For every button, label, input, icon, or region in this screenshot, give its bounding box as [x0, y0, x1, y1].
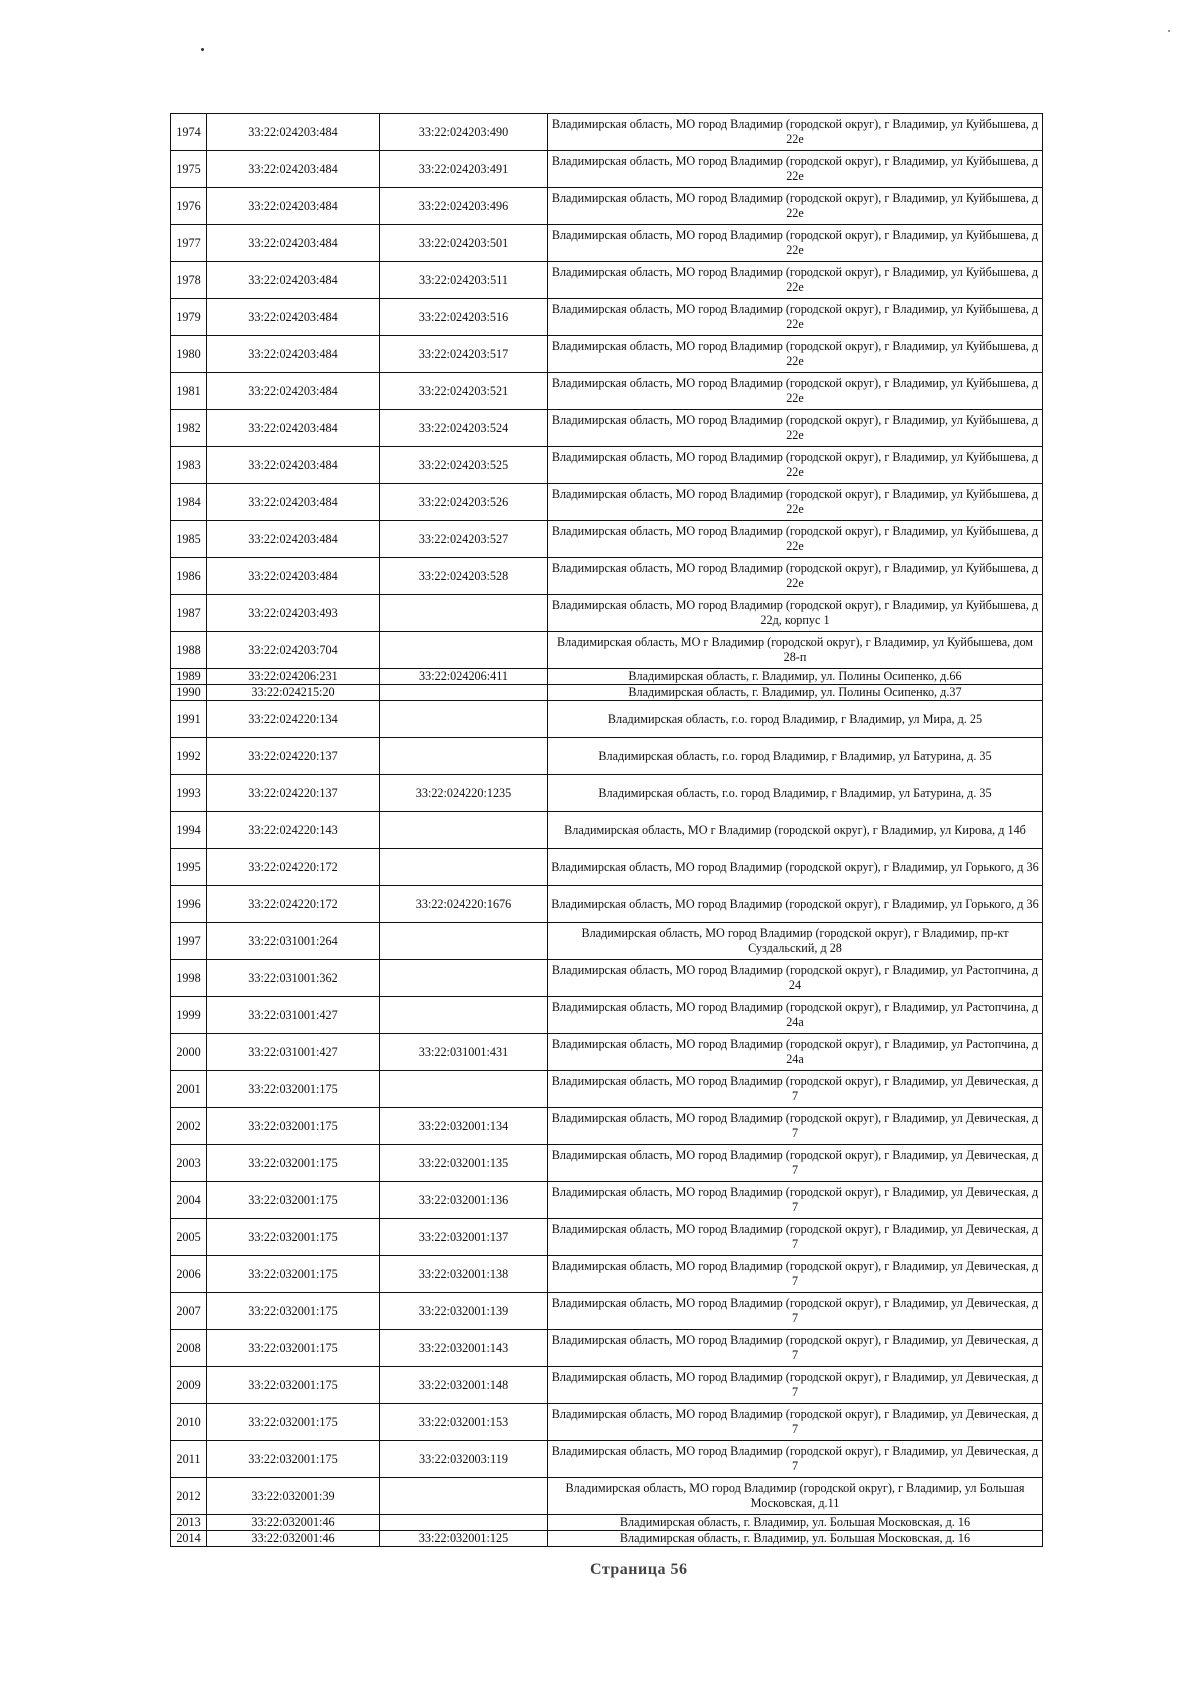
cadastral-number-child — [380, 595, 548, 632]
table-row — [171, 595, 1043, 632]
address-cell: Владимирская область, МО город Владимир (городской округ), г Владимир, ул Куйбышева, д 22е — [548, 558, 1043, 595]
cadastral-number-parent: 33:22:032001:46 — [207, 1515, 380, 1531]
row-number: 2010 — [171, 1404, 207, 1441]
address-cell: Владимирская область, г.о. город Владимир, г Владимир, ул Батурина, д. 35 — [548, 738, 1043, 775]
table-row — [171, 151, 1043, 188]
cadastral-number-parent: 33:22:024203:484 — [207, 336, 380, 373]
cadastral-number-child: 33:22:024206:411 — [380, 669, 548, 685]
table-row — [171, 1071, 1043, 1108]
cadastral-number-child — [380, 1478, 548, 1515]
table-row — [171, 225, 1043, 262]
table-row — [171, 484, 1043, 521]
cadastral-number-child: 33:22:032001:153 — [380, 1404, 548, 1441]
address-cell: Владимирская область, МО город Владимир (городской округ), г Владимир, ул Девическая, д 7 — [548, 1182, 1043, 1219]
cadastral-number-parent: 33:22:032001:175 — [207, 1367, 380, 1404]
table-row — [171, 1478, 1043, 1515]
cadastral-number-parent: 33:22:032001:175 — [207, 1404, 380, 1441]
row-number: 1985 — [171, 521, 207, 558]
address-cell: Владимирская область, МО город Владимир (городской округ), г Владимир, ул Куйбышева, д 22е — [548, 484, 1043, 521]
address-cell: Владимирская область, МО город Владимир (городской округ), г Владимир, ул Куйбышева, д 22е — [548, 410, 1043, 447]
table-row — [171, 1293, 1043, 1330]
table-row — [171, 632, 1043, 669]
cadastral-number-parent: 33:22:032001:175 — [207, 1330, 380, 1367]
address-cell: Владимирская область, МО город Владимир (городской округ), г Владимир, ул Девическая, д 7 — [548, 1293, 1043, 1330]
table-row — [171, 849, 1043, 886]
table-row — [171, 114, 1043, 151]
cadastral-number-parent: 33:22:024203:493 — [207, 595, 380, 632]
table-row — [171, 886, 1043, 923]
table-row — [171, 775, 1043, 812]
cadastral-number-parent: 33:22:024203:484 — [207, 410, 380, 447]
table-row — [171, 923, 1043, 960]
cadastral-number-child — [380, 997, 548, 1034]
cadastral-number-parent: 33:22:031001:427 — [207, 997, 380, 1034]
cadastral-number-parent: 33:22:032001:175 — [207, 1441, 380, 1478]
cadastral-number-child: 33:22:031001:431 — [380, 1034, 548, 1071]
table-row — [171, 410, 1043, 447]
cadastral-number-parent: 33:22:024203:484 — [207, 262, 380, 299]
cadastral-number-child — [380, 960, 548, 997]
cadastral-number-child — [380, 849, 548, 886]
cadastral-number-parent: 33:22:032001:46 — [207, 1531, 380, 1547]
cadastral-number-child — [380, 923, 548, 960]
cadastral-number-child: 33:22:024203:517 — [380, 336, 548, 373]
cadastral-number-parent: 33:22:032001:175 — [207, 1108, 380, 1145]
row-number: 2013 — [171, 1515, 207, 1531]
table-row — [171, 738, 1043, 775]
table-row — [171, 701, 1043, 738]
cadastral-number-parent: 33:22:024220:137 — [207, 738, 380, 775]
table-row — [171, 997, 1043, 1034]
cadastral-number-parent: 33:22:024220:172 — [207, 849, 380, 886]
cadastral-number-child: 33:22:024203:491 — [380, 151, 548, 188]
address-cell: Владимирская область, МО город Владимир (городской округ), г Владимир, ул Девическая, д 7 — [548, 1108, 1043, 1145]
cadastral-number-parent: 33:22:024203:484 — [207, 188, 380, 225]
table-row — [171, 521, 1043, 558]
address-cell: Владимирская область, МО город Владимир (городской округ), г Владимир, ул Куйбышева, д 22е — [548, 225, 1043, 262]
table-row — [171, 1182, 1043, 1219]
address-cell: Владимирская область, МО г Владимир (городской округ), г Владимир, ул Куйбышева, дом 28-п — [548, 632, 1043, 669]
cadastral-number-parent: 33:22:024203:484 — [207, 225, 380, 262]
cadastral-number-child — [380, 632, 548, 669]
cadastral-number-child — [380, 685, 548, 701]
table-row — [171, 447, 1043, 484]
address-cell: Владимирская область, МО город Владимир (городской округ), г Владимир, ул Девическая, д 7 — [548, 1441, 1043, 1478]
row-number: 1981 — [171, 373, 207, 410]
cadastral-number-parent: 33:22:024203:484 — [207, 558, 380, 595]
address-cell: Владимирская область, г. Владимир, ул. Большая Московская, д. 16 — [548, 1531, 1043, 1547]
cadastral-number-child: 33:22:024220:1235 — [380, 775, 548, 812]
table-row — [171, 1367, 1043, 1404]
cadastral-number-parent: 33:22:031001:427 — [207, 1034, 380, 1071]
row-number: 1980 — [171, 336, 207, 373]
row-number: 1995 — [171, 849, 207, 886]
table-row — [171, 1108, 1043, 1145]
address-cell: Владимирская область, МО город Владимир (городской округ), г Владимир, ул Девическая, д 7 — [548, 1219, 1043, 1256]
row-number: 1999 — [171, 997, 207, 1034]
row-number: 2002 — [171, 1108, 207, 1145]
cadastral-number-child: 33:22:024203:525 — [380, 447, 548, 484]
address-cell: Владимирская область, МО город Владимир (городской округ), г Владимир, пр-кт Суздальский, д 28 — [548, 923, 1043, 960]
row-number: 2000 — [171, 1034, 207, 1071]
row-number: 1986 — [171, 558, 207, 595]
row-number: 1976 — [171, 188, 207, 225]
table-row — [171, 1515, 1043, 1531]
row-number: 1991 — [171, 701, 207, 738]
cadastral-number-child: 33:22:024203:528 — [380, 558, 548, 595]
row-number: 1993 — [171, 775, 207, 812]
address-cell: Владимирская область, г. Владимир, ул. Полины Осипенко, д.37 — [548, 685, 1043, 701]
row-number: 1982 — [171, 410, 207, 447]
cadastral-number-parent: 33:22:024203:484 — [207, 299, 380, 336]
cadastral-number-child: 33:22:032001:137 — [380, 1219, 548, 1256]
cadastral-number-child: 33:22:032001:135 — [380, 1145, 548, 1182]
row-number: 1977 — [171, 225, 207, 262]
row-number: 1996 — [171, 886, 207, 923]
table-row — [171, 812, 1043, 849]
address-cell: Владимирская область, МО город Владимир (городской округ), г Владимир, ул Большая Московская, д.11 — [548, 1478, 1043, 1515]
address-cell: Владимирская область, МО город Владимир (городской округ), г Владимир, ул Куйбышева, д 22е — [548, 336, 1043, 373]
address-cell: Владимирская область, МО г Владимир (городской округ), г Владимир, ул Кирова, д 14б — [548, 812, 1043, 849]
address-cell: Владимирская область, МО город Владимир (городской округ), г Владимир, ул Куйбышева, д 22е — [548, 262, 1043, 299]
cadastral-number-parent: 33:22:024203:484 — [207, 484, 380, 521]
row-number: 1978 — [171, 262, 207, 299]
cadastral-number-parent: 33:22:024203:484 — [207, 151, 380, 188]
cadastral-number-child: 33:22:024203:511 — [380, 262, 548, 299]
cadastral-number-child — [380, 701, 548, 738]
row-number: 1979 — [171, 299, 207, 336]
table-row — [171, 1219, 1043, 1256]
row-number: 1990 — [171, 685, 207, 701]
cadastral-number-parent: 33:22:024203:484 — [207, 447, 380, 484]
row-number: 1994 — [171, 812, 207, 849]
cadastral-number-child — [380, 738, 548, 775]
row-number: 2009 — [171, 1367, 207, 1404]
table-row — [171, 960, 1043, 997]
table-row — [171, 1441, 1043, 1478]
address-cell: Владимирская область, МО город Владимир (городской округ), г Владимир, ул Девическая, д 7 — [548, 1367, 1043, 1404]
table-row — [171, 262, 1043, 299]
table-row — [171, 1034, 1043, 1071]
cadastral-number-parent: 33:22:032001:175 — [207, 1219, 380, 1256]
cadastral-number-parent: 33:22:032001:175 — [207, 1182, 380, 1219]
row-number: 1984 — [171, 484, 207, 521]
row-number: 1988 — [171, 632, 207, 669]
table-row — [171, 669, 1043, 685]
row-number: 1998 — [171, 960, 207, 997]
cadastral-number-parent: 33:22:024215:20 — [207, 685, 380, 701]
scan-speck — [1168, 30, 1170, 32]
address-cell: Владимирская область, МО город Владимир (городской округ), г Владимир, ул Горького, д 36 — [548, 849, 1043, 886]
cadastral-number-child: 33:22:024203:526 — [380, 484, 548, 521]
address-cell: Владимирская область, МО город Владимир (городской округ), г Владимир, ул Растопчина, д 24а — [548, 997, 1043, 1034]
row-number: 2006 — [171, 1256, 207, 1293]
scan-speck — [201, 48, 204, 51]
cadastral-number-child: 33:22:024203:527 — [380, 521, 548, 558]
address-cell: Владимирская область, г. Владимир, ул. Большая Московская, д. 16 — [548, 1515, 1043, 1531]
cadastral-number-parent: 33:22:032001:175 — [207, 1293, 380, 1330]
cadastral-number-child: 33:22:032001:136 — [380, 1182, 548, 1219]
row-number: 1987 — [171, 595, 207, 632]
address-cell: Владимирская область, МО город Владимир (городской округ), г Владимир, ул Куйбышева, д 22е — [548, 521, 1043, 558]
cadastral-number-child: 33:22:032001:134 — [380, 1108, 548, 1145]
cadastral-number-parent: 33:22:024203:704 — [207, 632, 380, 669]
cadastral-number-parent: 33:22:024220:143 — [207, 812, 380, 849]
cadastral-number-child: 33:22:032001:125 — [380, 1531, 548, 1547]
row-number: 1992 — [171, 738, 207, 775]
table-row — [171, 336, 1043, 373]
cadastral-table — [170, 113, 1043, 1547]
cadastral-number-child: 33:22:024203:521 — [380, 373, 548, 410]
address-cell: Владимирская область, МО город Владимир (городской округ), г Владимир, ул Куйбышева, д 22е — [548, 188, 1043, 225]
address-cell: Владимирская область, МО город Владимир (городской округ), г Владимир, ул Девическая, д 7 — [548, 1145, 1043, 1182]
row-number: 1997 — [171, 923, 207, 960]
address-cell: Владимирская область, МО город Владимир (городской округ), г Владимир, ул Куйбышева, д 22е — [548, 151, 1043, 188]
address-cell: Владимирская область, МО город Владимир (городской округ), г Владимир, ул Девическая, д 7 — [548, 1071, 1043, 1108]
address-cell: Владимирская область, г.о. город Владимир, г Владимир, ул Батурина, д. 35 — [548, 775, 1043, 812]
cadastral-number-parent: 33:22:024220:172 — [207, 886, 380, 923]
cadastral-number-parent: 33:22:024206:231 — [207, 669, 380, 685]
address-cell: Владимирская область, МО город Владимир (городской округ), г Владимир, ул Куйбышева, д 22е — [548, 299, 1043, 336]
cadastral-number-child — [380, 1515, 548, 1531]
row-number: 1974 — [171, 114, 207, 151]
row-number: 2004 — [171, 1182, 207, 1219]
cadastral-number-parent: 33:22:024203:484 — [207, 521, 380, 558]
table-row — [171, 1404, 1043, 1441]
cadastral-number-parent: 33:22:031001:362 — [207, 960, 380, 997]
cadastral-number-child: 33:22:032001:139 — [380, 1293, 548, 1330]
table-row — [171, 188, 1043, 225]
table-row — [171, 558, 1043, 595]
table-row — [171, 1531, 1043, 1547]
row-number: 2001 — [171, 1071, 207, 1108]
cadastral-number-child: 33:22:024220:1676 — [380, 886, 548, 923]
address-cell: Владимирская область, МО город Владимир (городской округ), г Владимир, ул Девическая, д 7 — [548, 1256, 1043, 1293]
cadastral-number-parent: 33:22:031001:264 — [207, 923, 380, 960]
address-cell: Владимирская область, МО город Владимир (городской округ), г Владимир, ул Куйбышева, д 22е — [548, 114, 1043, 151]
table-row — [171, 299, 1043, 336]
cadastral-number-child — [380, 1071, 548, 1108]
address-cell: Владимирская область, МО город Владимир (городской округ), г Владимир, ул Растопчина, д 24 — [548, 960, 1043, 997]
address-cell: Владимирская область, МО город Владимир (городской округ), г Владимир, ул Девическая, д 7 — [548, 1330, 1043, 1367]
row-number: 1983 — [171, 447, 207, 484]
cadastral-number-child: 33:22:024203:501 — [380, 225, 548, 262]
address-cell: Владимирская область, г.о. город Владимир, г Владимир, ул Мира, д. 25 — [548, 701, 1043, 738]
cadastral-number-parent: 33:22:032001:39 — [207, 1478, 380, 1515]
address-cell: Владимирская область, МО город Владимир (городской округ), г Владимир, ул Куйбышева, д 22е — [548, 373, 1043, 410]
row-number: 2007 — [171, 1293, 207, 1330]
cadastral-number-child: 33:22:032001:148 — [380, 1367, 548, 1404]
row-number: 2003 — [171, 1145, 207, 1182]
cadastral-number-child — [380, 812, 548, 849]
cadastral-number-parent: 33:22:032001:175 — [207, 1256, 380, 1293]
address-cell: Владимирская область, г. Владимир, ул. Полины Осипенко, д.66 — [548, 669, 1043, 685]
address-cell: Владимирская область, МО город Владимир (городской округ), г Владимир, ул Горького, д 36 — [548, 886, 1043, 923]
table-row — [171, 685, 1043, 701]
cadastral-number-child: 33:22:032003:119 — [380, 1441, 548, 1478]
address-cell: Владимирская область, МО город Владимир (городской округ), г Владимир, ул Куйбышева, д 22д, корпус 1 — [548, 595, 1043, 632]
address-cell: Владимирская область, МО город Владимир (городской округ), г Владимир, ул Растопчина, д 24а — [548, 1034, 1043, 1071]
cadastral-number-parent: 33:22:024220:137 — [207, 775, 380, 812]
table-row — [171, 1256, 1043, 1293]
address-cell: Владимирская область, МО город Владимир (городской округ), г Владимир, ул Девическая, д 7 — [548, 1404, 1043, 1441]
page-footer: Страница 56 — [590, 1561, 688, 1578]
table-row — [171, 1330, 1043, 1367]
cadastral-number-parent: 33:22:032001:175 — [207, 1071, 380, 1108]
row-number: 2011 — [171, 1441, 207, 1478]
row-number: 2008 — [171, 1330, 207, 1367]
table-body — [171, 114, 1043, 1547]
row-number: 2012 — [171, 1478, 207, 1515]
address-cell: Владимирская область, МО город Владимир (городской округ), г Владимир, ул Куйбышева, д 22е — [548, 447, 1043, 484]
cadastral-number-child: 33:22:024203:516 — [380, 299, 548, 336]
cadastral-number-child: 33:22:024203:496 — [380, 188, 548, 225]
row-number: 2014 — [171, 1531, 207, 1547]
table-row — [171, 1145, 1043, 1182]
table-row — [171, 373, 1043, 410]
cadastral-number-parent: 33:22:032001:175 — [207, 1145, 380, 1182]
cadastral-number-parent: 33:22:024203:484 — [207, 114, 380, 151]
row-number: 1975 — [171, 151, 207, 188]
row-number: 1989 — [171, 669, 207, 685]
cadastral-number-child: 33:22:032001:143 — [380, 1330, 548, 1367]
cadastral-number-child: 33:22:032001:138 — [380, 1256, 548, 1293]
cadastral-number-child: 33:22:024203:490 — [380, 114, 548, 151]
cadastral-number-child: 33:22:024203:524 — [380, 410, 548, 447]
cadastral-number-parent: 33:22:024203:484 — [207, 373, 380, 410]
cadastral-number-parent: 33:22:024220:134 — [207, 701, 380, 738]
row-number: 2005 — [171, 1219, 207, 1256]
